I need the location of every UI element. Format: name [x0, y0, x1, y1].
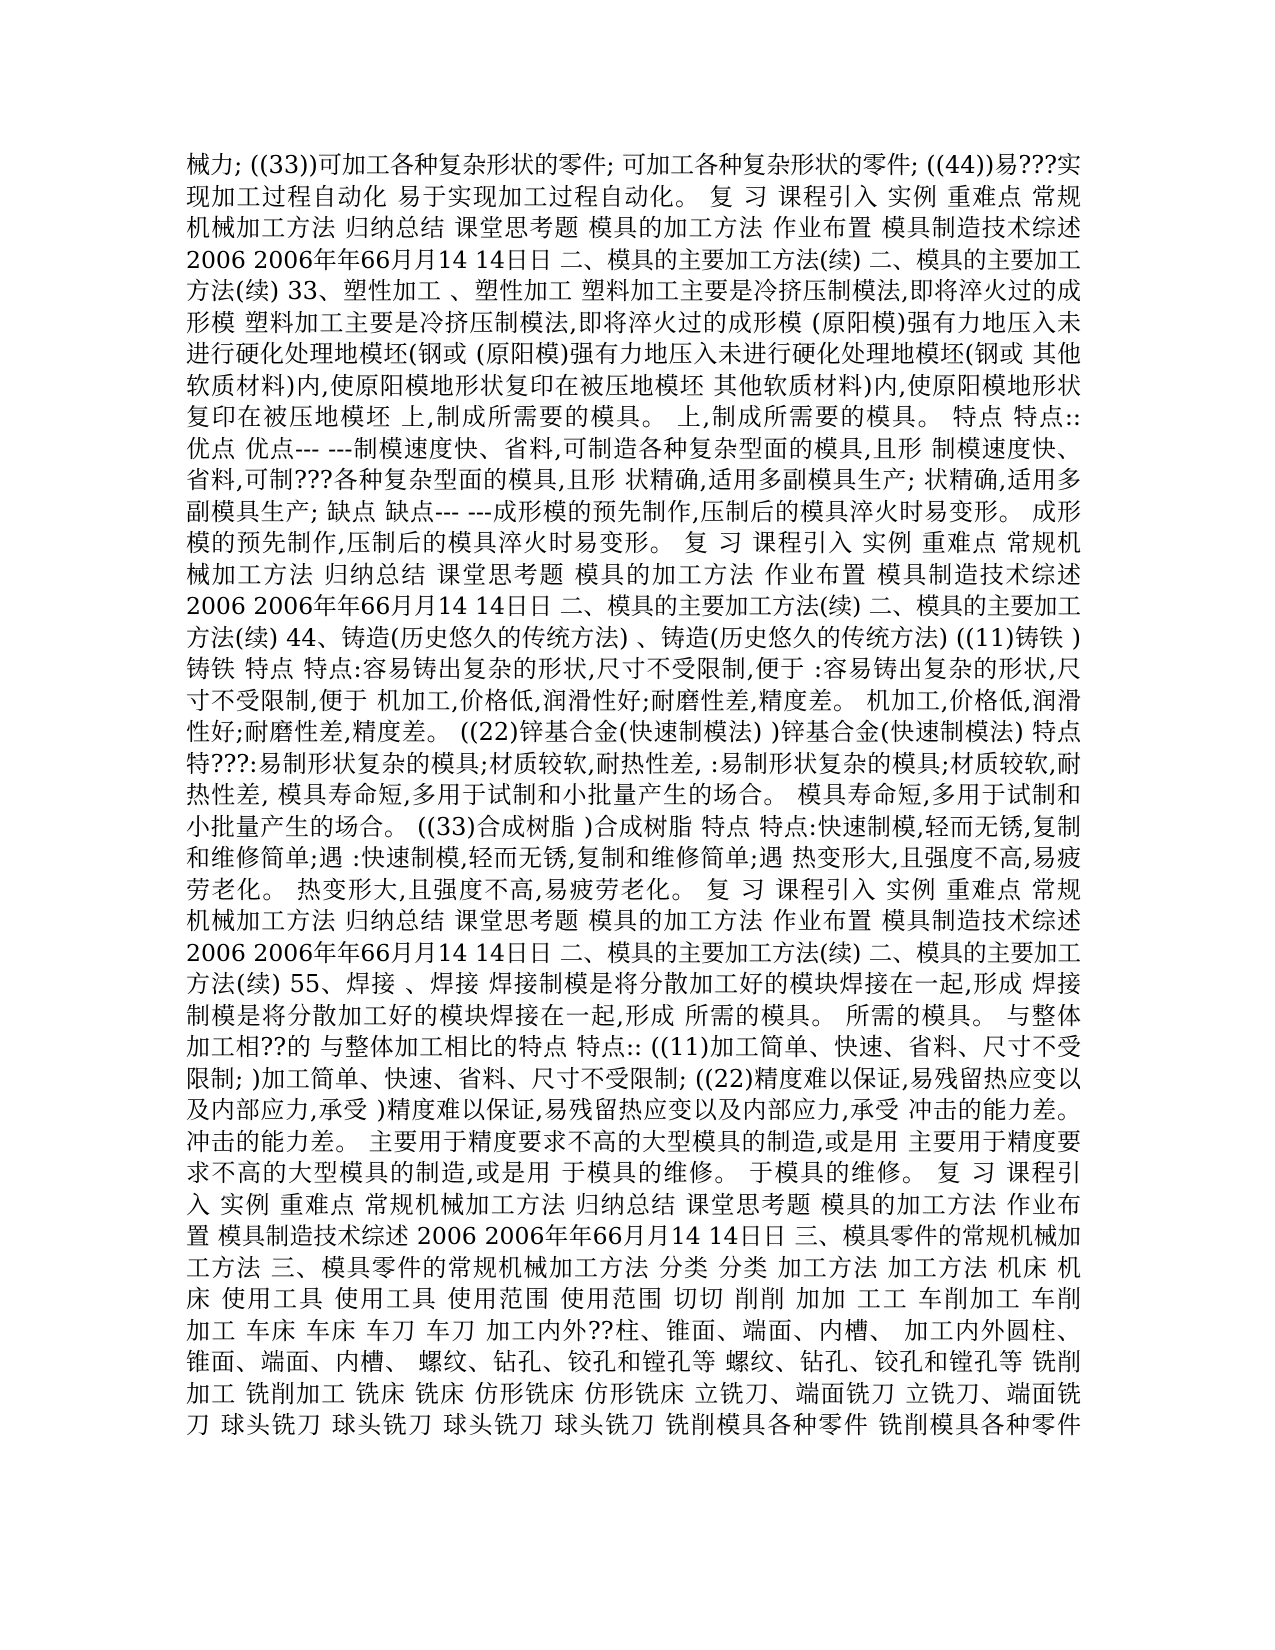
text-line: 现加工过程自动化 易于实现加工过程自动化。 复 习 课程引入 实例 重难点 常规 — [186, 182, 1081, 211]
text-line: 热性差, 模具寿命短,多用于试制和小批量产生的场合。 模具寿命短,多用于试制和 — [186, 781, 1081, 809]
text-line: 入 实例 重难点 常规机械加工方法 归纳总结 课堂思考题 模具的加工方法 作业布 — [186, 1190, 1081, 1219]
text-line: 2006 2006年年66月月14 14日日 二、模具的主要加工方法(续) 二、模具的主要加工 — [186, 592, 1081, 620]
text-line: 械加工方法 归纳总结 课堂思考题 模具的加工方法 作业布置 模具制造技术综述 — [186, 560, 1081, 589]
text-line: 方法(续) 44、铸造(历史悠久的传统方法) 、铸造(历史悠久的传统方法) ((11)铸铁 ) — [186, 623, 1081, 652]
body-text — [186, 150, 1081, 1442]
text-line: 求不高的大型模具的制造,或是用 于模具的维修。 于模具的维修。 复 习 课程引 — [186, 1159, 1081, 1187]
text-line: 制模是将分散加工好的模块焊接在一起,形成 所需的模具。 所需的模具。 与整体 — [186, 1001, 1081, 1030]
text-line: 优点 优点--- ---制模速度快、省料,可制造各种复杂型面的模具,且形 制模速度快、 — [186, 434, 1081, 463]
text-line: 机械加工方法 归纳总结 课堂思考题 模具的加工方法 作业布置 模具制造技术综述 — [186, 907, 1081, 935]
text-line: 机械加工方法 归纳总结 课堂思考题 模具的加工方法 作业布置 模具制造技术综述 — [186, 214, 1081, 242]
text-line: 加工相??的 与整体加工相比的特点 特点:: ((11)加工简单、快速、省料、尺寸不受 — [186, 1033, 1081, 1061]
text-line: 2006 2006年年66月月14 14日日 二、模具的主要加工方法(续) 二、模具的主要加工 — [186, 938, 1081, 967]
text-line: 模的预先制作,压制后的模具淬火时易变形。 复 习 课程引入 实例 重难点 常规机 — [186, 529, 1081, 557]
text-line: 寸不受限制,便于 机加工,价格低,润滑性好;耐磨性差,精度差。 机加工,价格低,润滑 — [186, 686, 1081, 715]
text-line: 铸铁 特点 特点:容易铸出复杂的形状,尺寸不受限制,便于 :容易铸出复杂的形状,尺 — [186, 655, 1081, 683]
text-line: 械力; ((33))可加工各种复杂形状的零件; 可加工各种复杂形状的零件; ((44))易???实 — [186, 151, 1081, 179]
text-line: 性好;耐磨性差,精度差。 ((22)锌基合金(快速制模法) )锌基合金(快速制模法) 特点 — [186, 718, 1081, 746]
text-line: 方法(续) 55、焊接 、焊接 焊接制模是将分散加工好的模块焊接在一起,形成 焊接 — [186, 970, 1081, 998]
text-line: 劳老化。 热变形大,且强度不高,易疲劳老化。 复 习 课程引入 实例 重难点 常规 — [186, 875, 1081, 904]
text-line: 复印在被压地模坯 上,制成所需要的模具。 上,制成所需要的模具。 特点 特点:: — [186, 403, 1081, 431]
text-line: 置 模具制造技术综述 2006 2006年年66月月14 14日日 三、模具零件的常规机械加 — [186, 1222, 1081, 1250]
text-line: 省料,可制???各种复杂型面的模具,且形 状精确,适用多副模具生产; 状精确,适用多 — [186, 466, 1081, 494]
text-line: 加工 铣削加工 铣床 铣床 仿形铣床 仿形铣床 立铣刀、端面铣刀 立铣刀、端面铣 — [186, 1379, 1081, 1408]
text-line: 限制; )加工简单、快速、省料、尺寸不受限制; ((22)精度难以保证,易残留热应变以 — [186, 1064, 1081, 1093]
text-line: 副模具生产; 缺点 缺点--- ---成形模的预先制作,压制后的模具淬火时易变形。 成形 — [186, 497, 1081, 526]
text-line: 方法(续) 33、塑性加工 、塑性加工 塑料加工主要是冷挤压制模法,即将淬火过的成 — [186, 277, 1081, 305]
text-line: 软质材料)内,使原阳模地形状复印在被压地模坯 其他软质材料)内,使原阳模地形状 — [186, 371, 1081, 400]
text-line: 进行硬化处理地模坯(钢或 (原阳模)强有力地压入未进行硬化处理地模坯(钢或 其他 — [186, 340, 1081, 368]
text-line: 及内部应力,承受 )精度难以保证,易残留热应变以及内部应力,承受 冲击的能力差。 — [186, 1096, 1081, 1124]
text-line: 小批量产生的场合。 ((33)合成树脂 )合成树脂 特点 特点:快速制模,轻而无锈,复制 — [186, 812, 1081, 841]
text-line: 冲击的能力差。 主要用于精度要求不高的大型模具的制造,或是用 主要用于精度要 — [186, 1127, 1081, 1156]
text-line: 锥面、端面、内槽、 螺纹、钻孔、铰孔和镗孔等 螺纹、钻孔、铰孔和镗孔等 铣削 — [186, 1348, 1081, 1376]
text-line: 床 使用工具 使用工具 使用范围 使用范围 切切 削削 加加 工工 车削加工 车削 — [186, 1285, 1081, 1313]
text-line: 和维修简单;遇 :快速制模,轻而无锈,复制和维修简单;遇 热变形大,且强度不高,易疲 — [186, 844, 1081, 872]
text-line: 形模 塑料加工主要是冷挤压制模法,即将淬火过的成形模 (原阳模)强有力地压入未 — [186, 308, 1081, 337]
text-line: 刀 球头铣刀 球头铣刀 球头铣刀 球头铣刀 铣削模具各种零件 铣削模具各种零件 — [186, 1411, 1081, 1439]
text-line: 特???:易制形状复杂的模具;材质较软,耐热性差, :易制形状复杂的模具;材质较软,耐 — [186, 749, 1081, 778]
text-line: 2006 2006年年66月月14 14日日 二、模具的主要加工方法(续) 二、模具的主要加工 — [186, 245, 1081, 274]
text-line: 工方法 三、模具零件的常规机械加工方法 分类 分类 加工方法 加工方法 机床 机 — [186, 1253, 1081, 1282]
text-line: 加工 车床 车床 车刀 车刀 加工内外??柱、锥面、端面、内槽、 加工内外圆柱、 — [186, 1316, 1081, 1345]
